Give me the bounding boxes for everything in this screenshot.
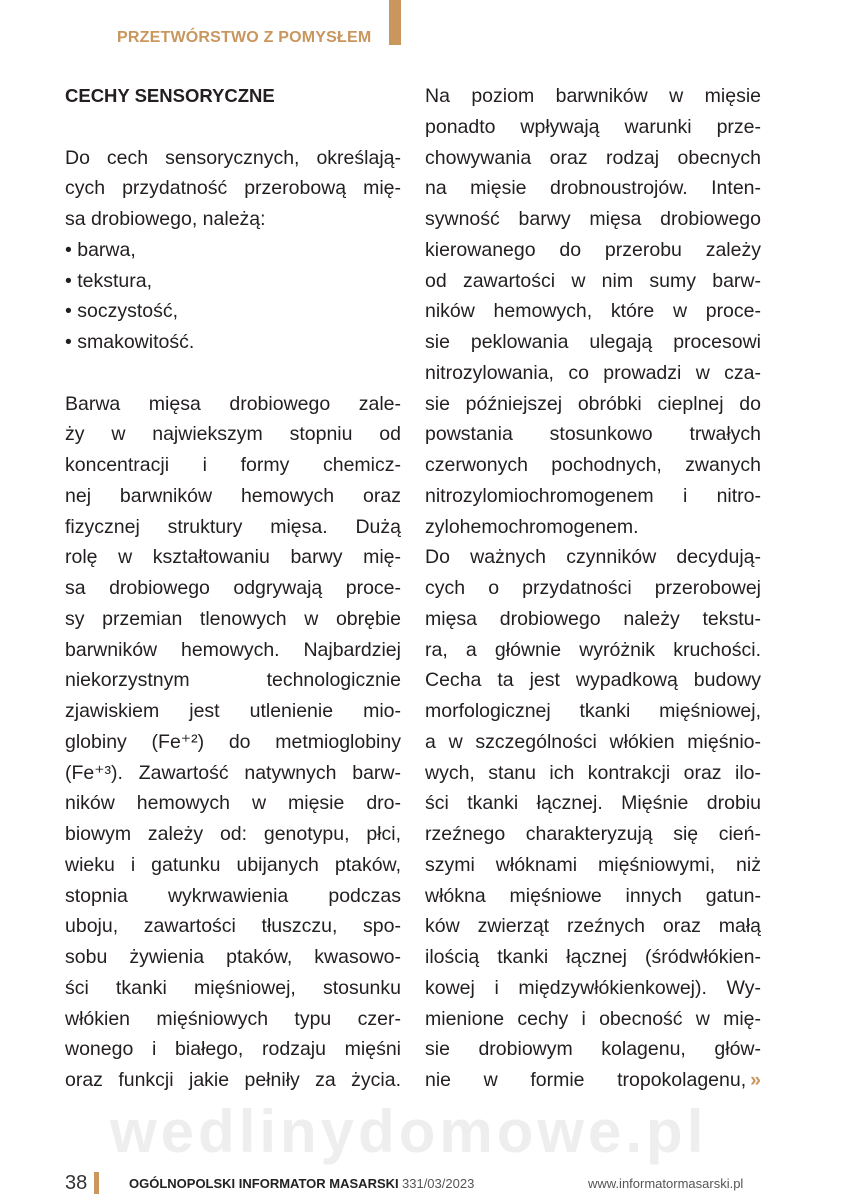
line-text: Na poziom barwników w mięsie bbox=[425, 85, 761, 107]
text-line bbox=[425, 942, 761, 973]
line-text: szymi włóknami mięśniowymi, niż bbox=[425, 853, 761, 876]
text-line bbox=[65, 173, 401, 204]
text-line bbox=[425, 819, 761, 850]
line-text: koncentracji i formy chemicz- bbox=[65, 454, 401, 476]
text-line bbox=[65, 665, 401, 696]
line-text: sa drobiowego, należą: bbox=[65, 208, 266, 230]
text-line bbox=[425, 911, 761, 942]
text-line bbox=[425, 1065, 761, 1096]
text-line bbox=[425, 1034, 761, 1065]
line-text: oraz funkcji jakie pełniły za życia. bbox=[65, 1069, 401, 1091]
line-text: a w szczególności włókien mięśnio- bbox=[425, 730, 761, 753]
line-text: biowym zależy od: genotypu, płci, bbox=[65, 823, 401, 845]
line-text: kierowanego do przerobu zależy bbox=[425, 238, 761, 261]
text-line bbox=[425, 665, 761, 696]
line-text: Cecha ta jest wypadkową budowy bbox=[425, 669, 761, 692]
text-line bbox=[425, 327, 761, 358]
text-line bbox=[65, 911, 401, 942]
line-text: Barwa mięsa drobiowego zale- bbox=[65, 392, 401, 415]
list-item bbox=[65, 327, 401, 358]
watermark: wedlinydomowe.pl bbox=[110, 1098, 708, 1165]
line-text: (Fe⁺³). Zawartość natywnych barw- bbox=[65, 761, 401, 784]
line-text: barwników hemowych. Najbardziej bbox=[65, 638, 401, 661]
text-line bbox=[425, 542, 761, 573]
publication-name: OGÓLNOPOLSKI INFORMATOR MASARSKI bbox=[129, 1176, 399, 1191]
issue-number: 331/03/2023 bbox=[402, 1176, 475, 1191]
text-line bbox=[425, 696, 761, 727]
line-text: ponadto wpływają warunki prze- bbox=[425, 115, 761, 138]
text-line bbox=[425, 973, 761, 1004]
text-line bbox=[65, 788, 401, 819]
line-text: ników hemowych w mięsie dro- bbox=[65, 792, 401, 815]
line-text: kowej i międzywłókienkowej). Wy- bbox=[425, 976, 761, 999]
line-text: sie późniejszej obróbki cieplnej do bbox=[425, 392, 761, 415]
line-text: morfologicznej tkanki mięśniowej, bbox=[425, 700, 761, 722]
text-line bbox=[65, 881, 401, 912]
text-line bbox=[65, 1004, 401, 1035]
line-text: ilością tkanki łącznej (śródwłókien- bbox=[425, 946, 761, 968]
text-line bbox=[65, 204, 401, 235]
spacer bbox=[65, 358, 401, 389]
line-text: sywność barwy mięsa drobiowego bbox=[425, 208, 761, 230]
line-text: ści tkanki mięśniowej, stosunku bbox=[65, 976, 401, 999]
line-text: uboju, zawartości tłuszczu, spo- bbox=[65, 915, 401, 938]
text-line bbox=[65, 604, 401, 635]
line-text: Do cech sensorycznych, określają- bbox=[65, 146, 401, 169]
line-text: czerwonych pochodnych, zwanych bbox=[425, 454, 761, 476]
text-line bbox=[425, 881, 761, 912]
text-line bbox=[425, 296, 761, 327]
line-text: • barwa, bbox=[65, 238, 136, 261]
text-line bbox=[65, 850, 401, 881]
line-text: sie drobiowym kolagenu, głów- bbox=[425, 1038, 761, 1061]
line-text: mienione cechy i obecność w mię- bbox=[425, 1007, 761, 1030]
text-line bbox=[65, 573, 401, 604]
line-text: zjawiskiem jest utlenienie mio- bbox=[65, 700, 401, 722]
text-line bbox=[425, 604, 761, 635]
text-line bbox=[65, 696, 401, 727]
line-text: ków zwierząt rzeźnych oraz małą bbox=[425, 915, 761, 938]
text-line bbox=[65, 389, 401, 420]
line-text: globiny (Fe⁺²) do metmioglobiny bbox=[65, 730, 401, 753]
text-line bbox=[425, 758, 761, 789]
line-text: sy przemian tlenowych w obrębie bbox=[65, 607, 401, 630]
text-line bbox=[425, 266, 761, 297]
text-line bbox=[65, 635, 401, 666]
line-text: na mięsie drobnoustrojów. Inten- bbox=[425, 177, 761, 200]
text-line bbox=[425, 358, 761, 389]
line-text: chowywania oraz rodzaj obecnych bbox=[425, 146, 761, 169]
list-item bbox=[65, 235, 401, 266]
line-text: ży w najwiekszym stopniu od bbox=[65, 423, 401, 446]
line-text: mięsa drobiowego należy tekstu- bbox=[425, 607, 761, 630]
line-text: cych o przydatności przerobowej bbox=[425, 577, 761, 599]
line-text: włókien mięśniowych typu czer- bbox=[65, 1007, 401, 1030]
line-text: nitrozylowania, co prowadzi w cza- bbox=[425, 361, 761, 384]
text-line bbox=[425, 81, 761, 112]
section-label: PRZETWÓRSTWO Z POMYSŁEM bbox=[117, 29, 372, 46]
page-footer bbox=[0, 1172, 843, 1196]
line-text: nej barwników hemowych oraz bbox=[65, 484, 401, 507]
line-text: włókna mięśniowe innych gatun- bbox=[425, 884, 761, 907]
line-text: rzeźnego charakteryzują się cień- bbox=[425, 823, 761, 845]
text-line bbox=[65, 512, 401, 543]
text-line bbox=[425, 204, 761, 235]
line-text: • tekstura, bbox=[65, 269, 153, 292]
text-line bbox=[65, 973, 401, 1004]
text-line bbox=[425, 512, 761, 543]
text-line bbox=[425, 450, 761, 481]
page-number: 38 bbox=[65, 1172, 88, 1194]
line-text: sa drobiowego odgrywają proce- bbox=[65, 577, 401, 599]
line-text: • smakowitość. bbox=[65, 331, 195, 353]
text-line bbox=[425, 112, 761, 143]
line-text: rolę w kształtowaniu barwy mię- bbox=[65, 546, 401, 569]
text-line bbox=[65, 942, 401, 973]
text-line bbox=[65, 143, 401, 174]
text-line bbox=[425, 389, 761, 420]
line-text: fizycznej struktury mięsa. Dużą bbox=[65, 515, 401, 538]
line-text: • soczystość, bbox=[65, 300, 179, 323]
line-text: sobu żywienia ptaków, kwasowo- bbox=[65, 946, 401, 968]
text-line bbox=[65, 819, 401, 850]
spacer bbox=[65, 112, 401, 143]
line-text: nie w formie tropokolagenu, bbox=[425, 1069, 747, 1091]
list-item bbox=[65, 296, 401, 327]
line-text: wonego i białego, rodzaju mięśni bbox=[65, 1038, 401, 1061]
line-text: wych, stanu ich kontrakcji oraz ilo- bbox=[425, 761, 761, 784]
text-line bbox=[425, 419, 761, 450]
left-column bbox=[65, 81, 401, 1096]
text-line bbox=[425, 173, 761, 204]
line-text: nitrozylomiochromogenem i nitro- bbox=[425, 484, 761, 507]
section-heading bbox=[65, 81, 401, 112]
line-text: ra, a głównie wyróżnik kruchości. bbox=[425, 638, 761, 661]
line-text: sie peklowania ulegają procesowi bbox=[425, 331, 761, 353]
text-line bbox=[425, 481, 761, 512]
list-item bbox=[65, 266, 401, 297]
text-line bbox=[65, 758, 401, 789]
line-text: zylohemochromogenem. bbox=[425, 515, 639, 538]
text-line bbox=[65, 1034, 401, 1065]
line-text: od zawartości w nim sumy barw- bbox=[425, 269, 761, 292]
line-text: wieku i gatunku ubijanych ptaków, bbox=[65, 853, 401, 876]
website-link[interactable]: www.informatormasarski.pl bbox=[588, 1176, 744, 1191]
line-text: ści tkanki łącznej. Mięśnie drobiu bbox=[425, 792, 761, 815]
text-line bbox=[65, 481, 401, 512]
continue-arrow-icon: » bbox=[750, 1069, 761, 1091]
line-text: cych przydatność przerobową mię- bbox=[65, 177, 401, 200]
text-line bbox=[425, 788, 761, 819]
text-line bbox=[425, 635, 761, 666]
text-line bbox=[425, 850, 761, 881]
section-accent-bar bbox=[389, 0, 401, 45]
text-line bbox=[65, 542, 401, 573]
text-line bbox=[65, 419, 401, 450]
line-text: niekorzystnym technologicznie bbox=[65, 669, 401, 692]
line-text: powstania stosunkowo trwałych bbox=[425, 423, 761, 446]
text-line bbox=[425, 727, 761, 758]
line-text: ników hemowych, które w proce- bbox=[425, 300, 761, 323]
line-text: Do ważnych czynników decydują- bbox=[425, 546, 761, 569]
text-line bbox=[65, 1065, 401, 1096]
text-line bbox=[425, 143, 761, 174]
line-text: stopnia wykrwawienia podczas bbox=[65, 884, 401, 907]
text-line bbox=[65, 450, 401, 481]
footer-accent-bar bbox=[94, 1172, 99, 1194]
right-column bbox=[425, 81, 761, 1096]
text-line bbox=[425, 235, 761, 266]
text-line bbox=[65, 727, 401, 758]
text-line bbox=[425, 573, 761, 604]
line-text: CECHY SENSORYCZNE bbox=[65, 85, 275, 106]
text-line bbox=[425, 1004, 761, 1035]
